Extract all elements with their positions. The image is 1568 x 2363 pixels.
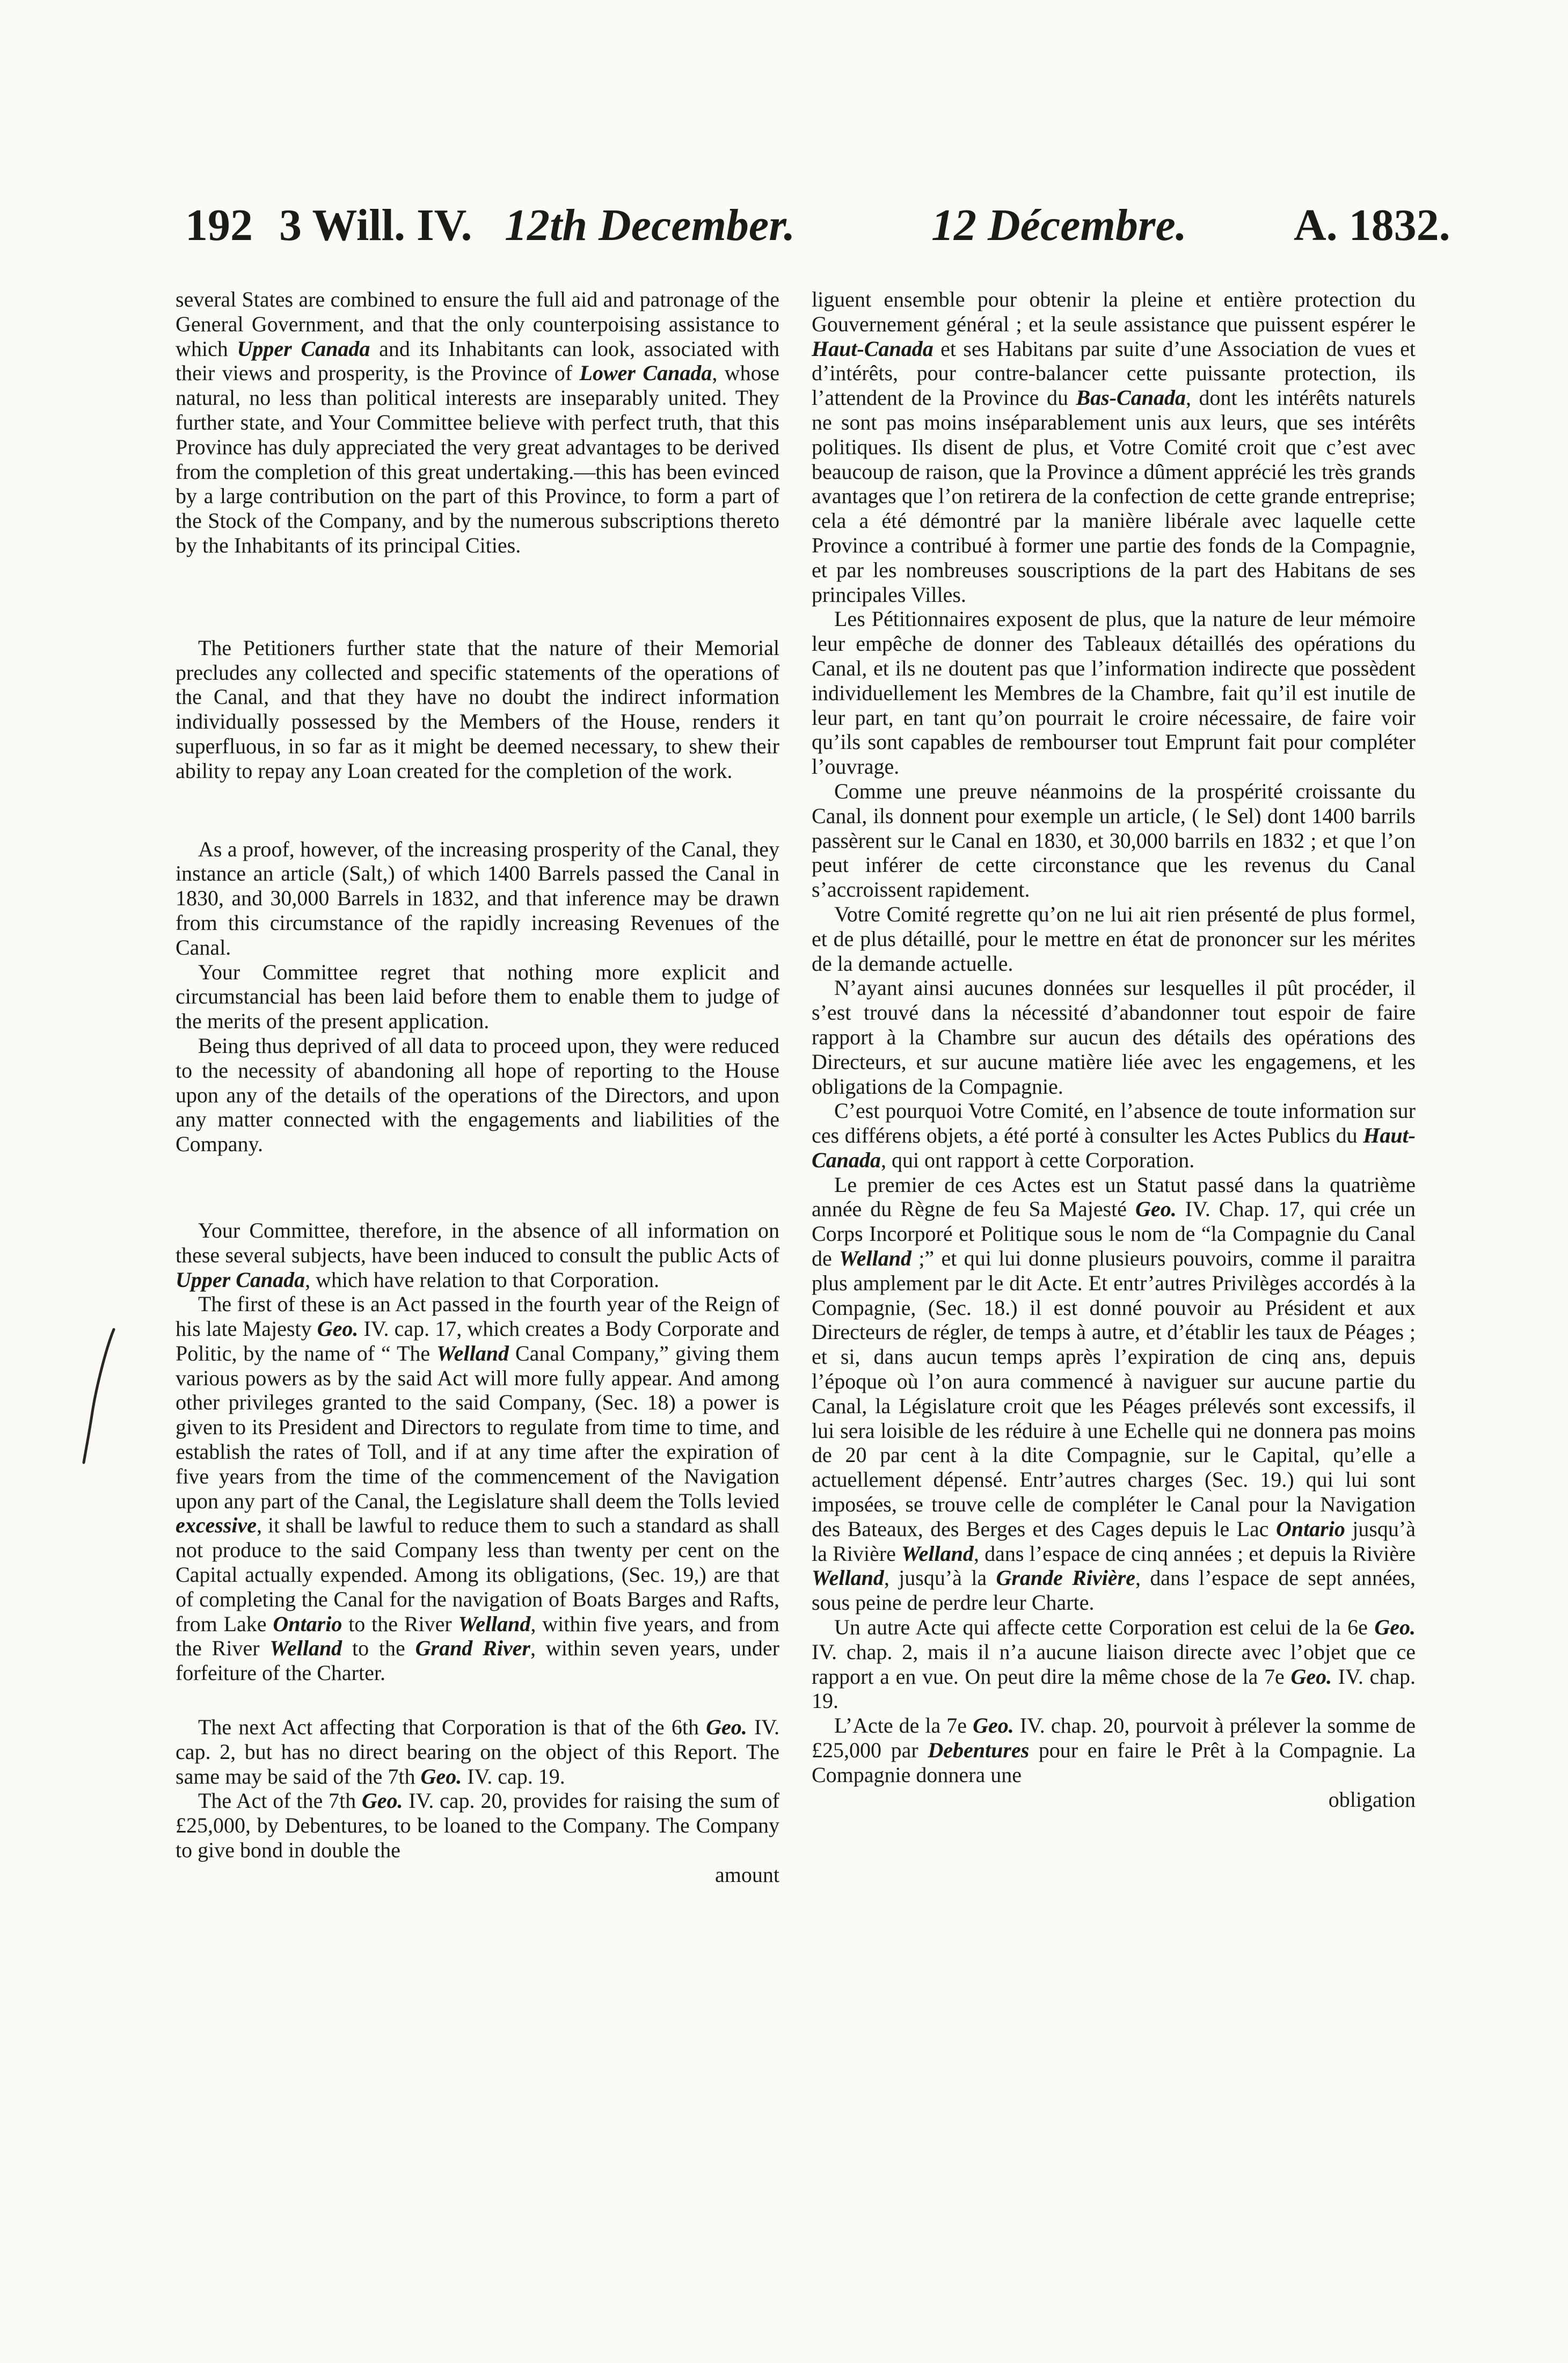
text-run: et ses Habitans par suite d’une Association de vues et d’intérêts, pour contre-balancer cette puissante protection, ils l’attendent de la Province du: [812, 336, 1416, 410]
text-run: Votre Comité regrette qu’on ne lui ait rien présenté de plus formel, et de plus détaillé, pour le mettre en état de prononcer sur les mérites de la demande actuelle.: [812, 901, 1416, 976]
french-paragraph: [812, 607, 1416, 779]
date-french: 12 Décembre.: [931, 200, 1187, 250]
text-run: IV. chap. 19.: [812, 1664, 1416, 1713]
italic-term: Upper Canada: [176, 1267, 305, 1292]
english-paragraph: [176, 1218, 779, 1292]
text-run: IV. chap. 2, mais il n’a aucune liaison directe avec l’objet que ce rapport a en vue. On peut dire la même chose de la 7e: [812, 1639, 1416, 1689]
text-run: to the River: [342, 1611, 458, 1636]
text-run: , dans l’espace de cinq années ; et depuis la Rivière: [973, 1541, 1416, 1566]
french-paragraph: [812, 1713, 1416, 1787]
french-paragraph: [812, 1099, 1416, 1172]
italic-term: Geo.: [1290, 1664, 1332, 1689]
italic-term: Welland: [458, 1611, 531, 1636]
italic-term: Welland: [901, 1541, 974, 1566]
italic-term: Geo.: [361, 1788, 403, 1813]
text-run: ;” et qui lui donne plusieurs pouvoirs, comme il paraitra plus amplement par le dit Acte. Et entr’autres Privilèges accordés à la Compagnie, (Sec. 18.) il est donné pouvoir au Président et aux Directeurs de régler, de temps à autre, et d’établir les taux de Péages ; et si, dans aucun temps après l’expiration de cinq ans, depuis l’époque où l’on aura commencé à naviguer sur aucune partie du Canal, la Législature croit que les Péages prélevés sont excessifs, il lui sera loisible de les réduire à une Echelle qui ne donnera pas moins de 20 par cent à la dite Compagnie, sur le Capital, qu’elle a actuellement dépensé. Entr’autres charges (Sec. 19.) qui lui sont imposées, se trouve celle de compléter le Canal pour la Navigation des Bateaux, des Berges et des Cages depuis le Lac: [812, 1246, 1416, 1541]
italic-term: Geo.: [973, 1713, 1014, 1738]
italic-term: Grand River: [415, 1636, 530, 1661]
text-run: As a proof, however, of the increasing prosperity of the Canal, they instance an article (Salt,) of which 1400 Barrels passed the Canal in 1830, and 30,000 Barrels in 1832, and that inference may be drawn from this circumstance of the rapidly increasing Revenues of the Canal.: [176, 837, 779, 959]
page-number: 192: [185, 200, 253, 250]
year: A. 1832.: [1294, 200, 1450, 250]
text-run: IV. cap. 2, but has no direct bearing on the object of this Report. The same may be said of the 7th: [176, 1715, 780, 1788]
italic-term: Grande Rivière: [996, 1566, 1135, 1590]
text-run: The first of these is an Act passed in the fourth year of the Reign of his late Majesty: [176, 1292, 779, 1341]
italic-term: Geo.: [1374, 1615, 1416, 1640]
text-run: , within five years, and from the River: [176, 1611, 779, 1661]
text-run: jusqu’à la Rivière: [812, 1516, 1416, 1566]
regnal-year: 3 Will. IV.: [279, 200, 472, 250]
text-run: IV. chap. 20, pourvoit à prélever la somme de £25,000 par: [812, 1713, 1416, 1763]
french-paragraph: [812, 976, 1416, 1099]
text-run: Le premier de ces Actes est un Statut passé dans la quatrième année du Règne de feu Sa Majesté: [812, 1172, 1416, 1222]
english-column: [176, 287, 779, 1887]
italic-term: Geo.: [706, 1715, 747, 1740]
french-paragraph: [812, 287, 1416, 607]
text-run: , whose natural, no less than political interests are inseparably united. They further state, and Your Committee believe with perfect truth, that this Province has duly appreciated the very great advantages to be derived from the completion of this great undertaking.—this has been evinced by a large contribution on the part of this Province, to form a part of the Stock of the Company, and by the numerous subscriptions thereto by the Inhabitants of its principal Cities.: [176, 361, 780, 557]
text-run: several States are combined to ensure the full aid and patronage of the General Government, and that the only counterpoising assistance to which: [176, 287, 779, 361]
text-run: Les Pétitionnaires exposent de plus, que la nature de leur mémoire leur empêche de donner des Tableaux détaillés des opérations du Canal, et ils ne doutent pas que l’information indirecte que possèdent individuellement les Membres de la Chambre, fait qu’il est inutile de leur part, en tant qu’on pourrait le croire nécessaire, de faire voir qu’ils sont capables de rembourser tout Emprunt fait pour compléter l’ouvrage.: [812, 607, 1416, 779]
italic-term: Haut-Canada: [812, 1123, 1416, 1172]
italic-term: Upper Canada: [237, 336, 370, 361]
english-paragraph: [176, 1292, 779, 1685]
text-run: Un autre Acte qui affecte cette Corporation est celui de la 6e: [834, 1615, 1375, 1640]
english-paragraph: [176, 1788, 779, 1862]
italic-term: Ontario: [1275, 1516, 1345, 1541]
text-run: IV. cap. 17, which creates a Body Corporate and Politic, by the name of “ The: [176, 1317, 779, 1365]
text-run: and its Inhabitants can look, associated with their views and prosperity, is the Province of: [176, 336, 779, 386]
italic-term: Bas-Canada: [1076, 386, 1186, 410]
italic-term: Geo.: [420, 1764, 462, 1788]
text-run: Your Committee regret that nothing more explicit and circumstancial has been laid before them to enable them to judge of the merits of the present application.: [176, 959, 779, 1034]
text-run: , jusqu’à la: [884, 1566, 996, 1590]
text-run: IV. cap. 20, provides for raising the sum of £25,000, by Debentures, to be loaned to the Company. The Company to give bond in double the: [176, 1788, 780, 1863]
french-paragraph: [812, 1173, 1416, 1615]
text-run: IV. Chap. 17, qui crée un Corps Incorporé et Politique sous le nom de “la Compagnie du Canal de: [812, 1197, 1416, 1271]
italic-term: Geo.: [1135, 1197, 1177, 1222]
text-run: The Act of the 7th: [198, 1788, 362, 1813]
french-paragraph: [812, 779, 1416, 902]
italic-term: Welland: [269, 1636, 342, 1661]
text-run: Canal Company,” giving them various powers as by the said Act will more fully appear. And among other privileges granted to the said Company, (Sec. 18) a power is given to its President and Directors to regulate from time to time, and establish the rates of Toll, and if at any time after the expiration of five years from the time of the commencement of the Navigation upon any part of the Canal, the Legislature shall deem the Tolls levied: [176, 1341, 780, 1513]
french-paragraph: [812, 902, 1416, 976]
english-paragraph: [176, 960, 779, 1034]
text-run: Comme une preuve néanmoins de la prospérité croissante du Canal, ils donnent pour exemple un article, ( le Sel) dont 1400 barrils passèrent sur le Canal en 1830, et 30,000 barrils en 1832 ; et que l’on peut inférer de cette circonstance que les revenus du Canal s’accroissent rapidement.: [812, 779, 1416, 902]
text-run: IV. cap. 19.: [462, 1764, 565, 1788]
running-head: [0, 196, 1568, 260]
english-paragraph: [176, 636, 779, 783]
french-paragraph: [812, 1615, 1416, 1713]
italic-term: Welland: [812, 1566, 884, 1590]
english-paragraph: [176, 1034, 779, 1157]
text-run: , dans l’espace de sept années, sous peine de perdre leur Charte.: [812, 1566, 1416, 1615]
text-run: , within seven years, under forfeiture of the Charter.: [176, 1636, 780, 1685]
text-run: Being thus deprived of all data to proceed upon, they were reduced to the necessity of abandoning all hope of reporting to the House upon any of the details of the operations of the Directors, and upon any matter connected with the engagements and liabilities of the Company.: [176, 1033, 779, 1157]
text-run: L’Acte de la 7e: [834, 1713, 973, 1738]
french-column: [812, 287, 1416, 1812]
text-run: liguent ensemble pour obtenir la pleine et entière protection du Gouvernement général ; et la seule assistance que puissent espérer le: [812, 287, 1416, 336]
french-catchword: obligation: [1328, 1787, 1416, 1812]
text-run: , dont les intérêts naturels ne sont pas moins inséparablement unis aux leurs, que ses intérêts politiques. Ils disent de plus, et Votre Comité croit que c’est avec beaucoup de raison, que la Province a dûment apprécié les très grands avantages que l’on retirera de la confection de cette grande entreprise; cela a été démontré par la manière libérale avec laquelle cette Province a contribué à former une partie des fonds de la Compagnie, et par les nombreuses souscriptions de la part des Habitans de ses principales Villes.: [812, 386, 1416, 607]
text-run: , which have relation to that Corporation.: [305, 1267, 659, 1292]
text-run: N’ayant ainsi aucunes données sur lesquelles il pût procéder, il s’est trouvé dans la nécessité d’abandonner tout espoir de faire rapport à la Chambre sur aucun des détails des opérations des Directeurs, et sur aucune matière liée avec les engagemens, et les obligations de la Compagnie.: [812, 976, 1416, 1099]
english-paragraph: [176, 287, 779, 558]
pen-stroke-mark: [81, 1326, 118, 1466]
text-run: C’est pourquoi Votre Comité, en l’absence de toute information sur ces différens objets, a été porté à consulter les Actes Publics du: [812, 1099, 1416, 1148]
italic-term: Welland: [436, 1341, 509, 1365]
text-run: The Petitioners further state that the nature of their Memorial precludes any collected and specific statements of the operations of the Canal, and that they have no doubt the indirect information individually possessed by the Members of the House, renders it superfluous, in so far as it might be deemed necessary, to shew their ability to repay any Loan created for the completion of the work.: [176, 635, 779, 783]
italic-term: Haut-Canada: [812, 336, 933, 361]
italic-term: Welland: [839, 1246, 911, 1271]
italic-term: Geo.: [317, 1317, 359, 1341]
english-paragraph: [176, 1715, 779, 1788]
text-run: , it shall be lawful to reduce them to such a standard as shall not produce to the said Company less than twenty per cent on the Capital actually expended. Among its obligations, (Sec. 19,) are that of completing the Canal for the navigation of Boats Barges and Rafts, from Lake: [176, 1513, 779, 1636]
italic-term: Ontario: [273, 1611, 342, 1636]
text-run: to the: [342, 1636, 415, 1661]
text-run: Your Committee, therefore, in the absence of all information on these several subjects, have been induced to consult the public Acts of: [176, 1218, 779, 1267]
text-run: , qui ont rapport à cette Corporation.: [880, 1147, 1195, 1172]
date-english: 12th December.: [505, 200, 796, 250]
text-run: pour en faire le Prêt à la Compagnie. La Compagnie donnera une: [812, 1738, 1416, 1787]
english-paragraph: [176, 837, 779, 960]
italic-term: excessive: [176, 1513, 257, 1538]
text-run: The next Act affecting that Corporation is that of the 6th: [198, 1715, 706, 1740]
italic-term: Lower Canada: [579, 361, 712, 386]
italic-term: Debentures: [928, 1738, 1030, 1763]
english-catchword: amount: [715, 1862, 779, 1887]
